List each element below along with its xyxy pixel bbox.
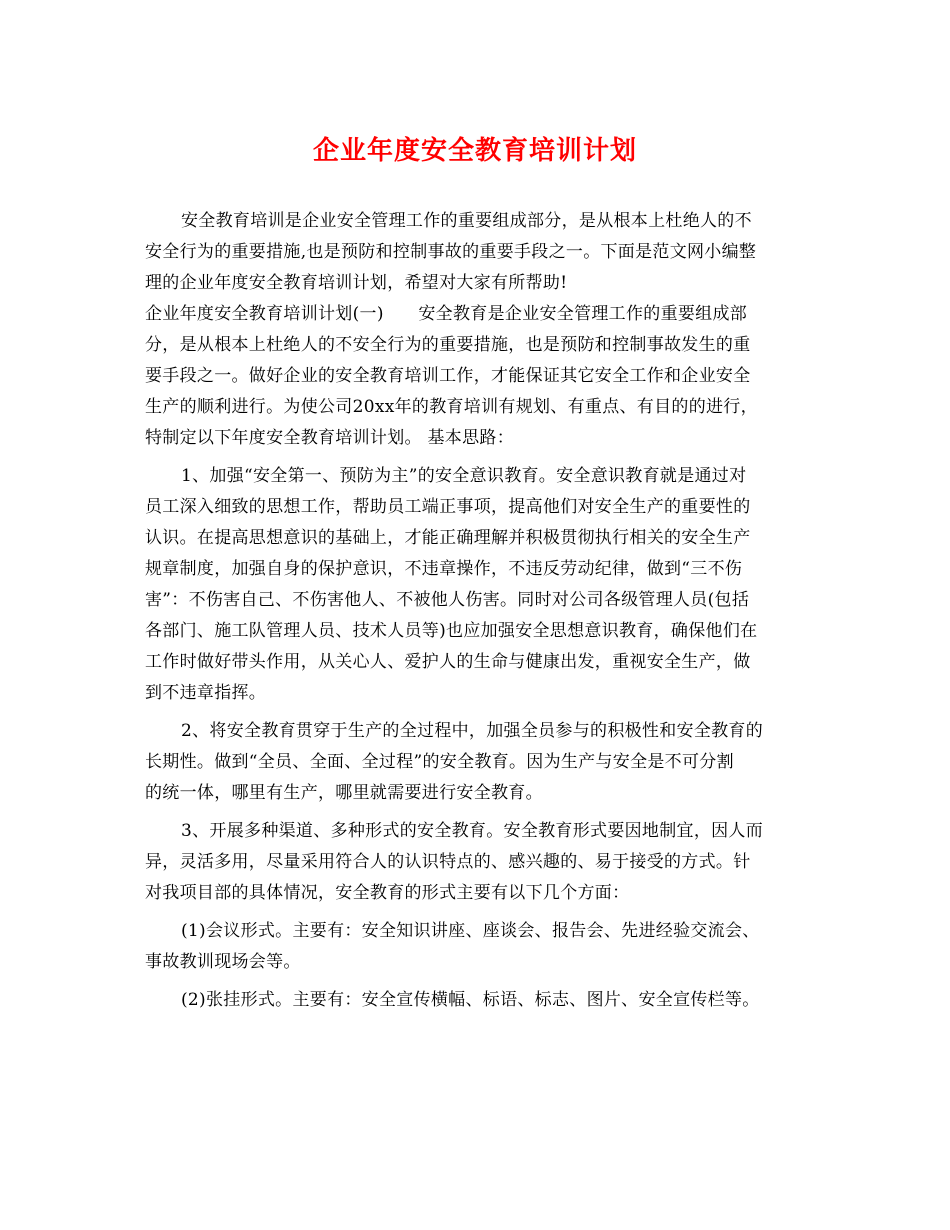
text-line: 认识。在提高思想意识的基础上，才能正确理解并积极贯彻执行相关的安全生产 [145,528,751,548]
text-line: 安全教育培训是企业安全管理工作的重要组成部分，是从根本上杜绝人的不 [181,211,752,231]
text-line: 理的企业年度安全教育培训计划，希望对大家有所帮助! [145,273,568,293]
text-line: 长期性。做到“全员、全面、全过程”的安全教育。因为生产与安全是不可分割 [145,752,734,772]
text-line: 各部门、施工队管理人员、技术人员等)也应加强安全思想意识教育，确保他们在 [145,621,758,641]
document-body [145,206,810,1016]
text-line: 2、将安全教育贯穿于生产的全过程中，加强全员参与的积极性和安全教育的 [181,721,764,741]
text-line: 工作时做好带头作用，从关心人、爱护人的生命与健康出发，重视安全生产，做 [145,652,751,672]
text-line: 的统一体，哪里有生产，哪里就需要进行安全教育。 [145,783,543,803]
text-line: (2)张挂形式。主要有：安全宣传横幅、标语、标志、图片、安全宣传栏等。 [181,990,760,1010]
text-line: 异，灵活多用，尽量采用符合人的认识特点的、感兴趣的、易于接受的方式。针 [145,852,751,872]
text-line: 3、开展多种渠道、多种形式的安全教育。安全教育形式要因地制宜，因人而 [181,821,764,841]
document-title: 企业年度安全教育培训计划 [312,136,637,166]
text-line: 1、加强“安全第一、预防为主”的安全意识教育。安全意识教育就是通过对 [181,466,747,486]
text-line: 特制定以下年度安全教育培训计划。 基本思路： [145,428,515,448]
text-line: 生产的顺利进行。为使公司20xx年的教育培训有规划、有重点、有目的的进行， [145,397,758,417]
text-line: (1)会议形式。主要有：安全知识讲座、座谈会、报告会、先进经验交流会、 [181,921,760,941]
text-line: 规章制度，加强自身的保护意识，不违章操作，不违反劳动纪律，做到“三不伤 [145,559,743,579]
text-line: 事故教训现场会等。 [145,952,301,972]
text-line: 安全行为的重要措施,也是预防和控制事故的重要手段之一。下面是范文网小编整 [145,242,757,262]
text-line: 害”：不伤害自己、不伤害他人、不被他人伤害。同时对公司各级管理人员(包括 [145,590,750,610]
text-line: 对我项目部的具体情况，安全教育的形式主要有以下几个方面： [145,883,630,903]
text-line: 企业年度安全教育培训计划(一) 安全教育是企业安全管理工作的重要组成部 [145,304,748,324]
text-line: 分，是从根本上杜绝人的不安全行为的重要措施，也是预防和控制事故发生的重 [145,335,751,355]
text-line: 要手段之一。做好企业的安全教育培训工作，才能保证其它安全工作和企业安全 [145,366,751,386]
text-line: 到不违章指挥。 [145,683,267,703]
text-line: 员工深入细致的思想工作，帮助员工端正事项，提高他们对安全生产的重要性的 [145,497,751,517]
